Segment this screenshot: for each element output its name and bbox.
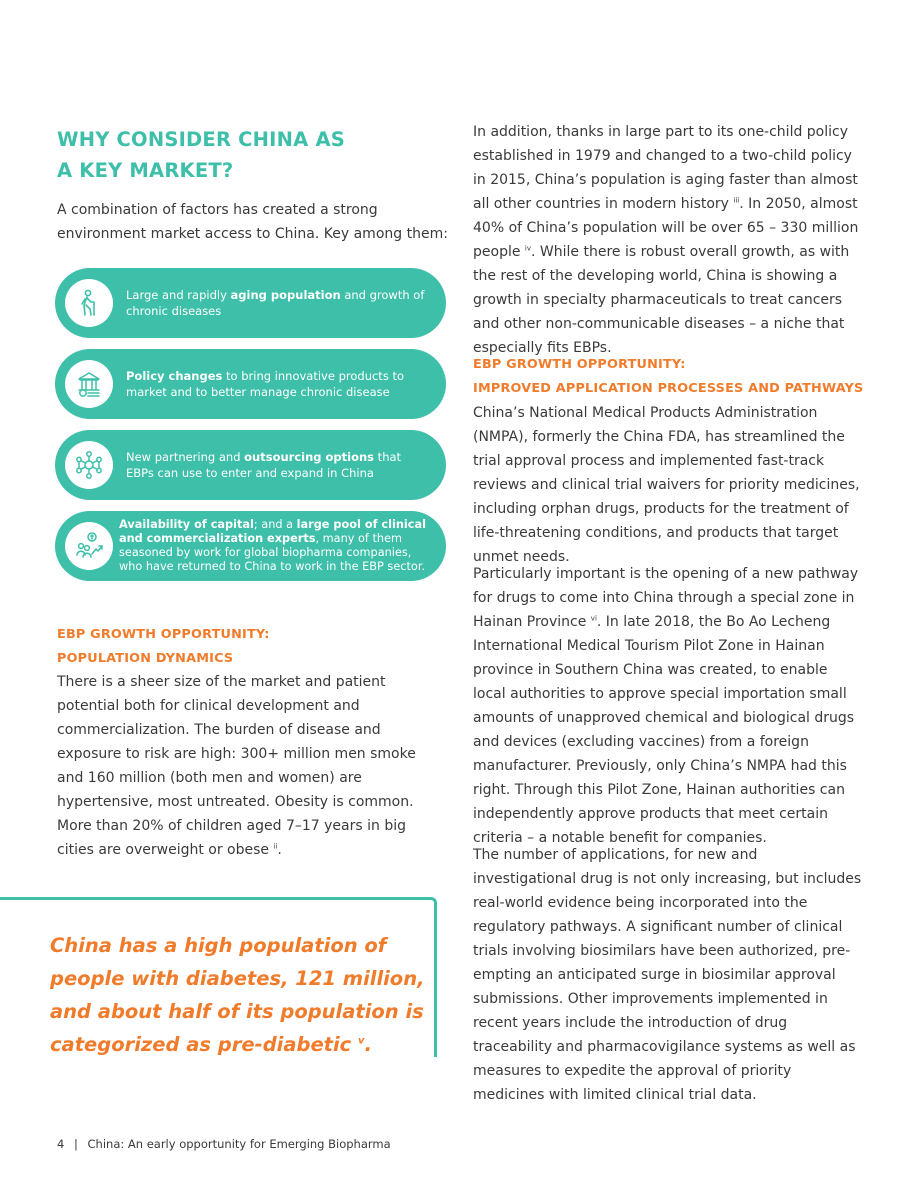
network-icon bbox=[65, 441, 113, 489]
factor-pill-policy bbox=[55, 349, 446, 419]
page-footer bbox=[57, 1137, 391, 1151]
government-building-icon bbox=[65, 360, 113, 408]
intro-text: A combination of factors has created a strong environment market access to China. Key among them: bbox=[57, 202, 448, 242]
footer-title: China: An early opportunity for Emerging Biopharma bbox=[87, 1137, 391, 1151]
page-number: 4 bbox=[57, 1137, 65, 1151]
footer-separator: | bbox=[73, 1137, 78, 1151]
factor-text-capital: Availability of capital; and a large pool of clinical and commercialization experts, many of them seasoned by work for global biopharma companies, who have returned to China to work in the EBP sector. bbox=[119, 518, 426, 573]
population-dynamics-text: There is a sheer size of the market and patient potential both for clinical development and commercialization. The burden of disease and exposure to risk are high: 300+ million men smoke and 160 million (both men and women) are hypertensive, most untreated. Obesity is common. More than 20% of children aged 7–17 years in big cities are overweight or obese $^{ii}$. bbox=[57, 674, 416, 858]
title-line-2: A KEY MARKET? bbox=[57, 159, 234, 182]
population-dynamics-heading: EBP GROWTH OPPORTUNITY: POPULATION DYNAMICS bbox=[57, 627, 270, 666]
elderly-person-icon bbox=[65, 279, 113, 327]
factor-text-policy: Policy changes to bring innovative products to market and to better manage chronic disease bbox=[126, 369, 405, 399]
nmpa-paragraph: China’s National Medical Products Administration (NMPA), formerly the China FDA, has streamlined the trial approval process and implemented fast-track reviews and clinical trial waivers for priority medicines, including orphan drugs, products for the treatment of life-threatening conditions, and products that target unmet needs. bbox=[473, 405, 860, 565]
title-line-1: WHY CONSIDER CHINA AS bbox=[57, 128, 345, 151]
factor-pill-aging bbox=[55, 268, 446, 338]
factor-pill-capital bbox=[55, 511, 446, 581]
page-title bbox=[57, 124, 447, 186]
aging-paragraph: In addition, thanks in large part to its one-child policy established in 1979 and changed to a two-child policy in 2015, China’s population is aging faster than almost all other countries in modern history $^{iii}$. In 2050, almost 40% of China’s population will be over 65 – 330 million people $^{iv}$. While there is robust overall growth, as with the rest of the developing world, China is showing a growth in specialty pharmaceuticals to treat cancers and other non-communicable diseases – a niche that especially fits EBPs. bbox=[473, 124, 859, 356]
factor-text-aging: Large and rapidly aging population and growth of chronic diseases bbox=[126, 288, 425, 318]
factor-text-partnering: New partnering and outsourcing options that EBPs can use to enter and expand in China bbox=[126, 450, 402, 480]
pull-quote: China has a high population of people with diabetes, 121 million, and about half of its population is categorized as pre-diabetic $^v$. bbox=[50, 934, 425, 1056]
applications-paragraph: The number of applications, for new and investigational drug is not only increasing, but includes real-world evidence being incorporated into the regulatory pathways. A significant number of clinical trials involving biosimilars have been authorized, pre-empting an anticipated surge in biosimilar approval submissions. Other improvements implemented in recent years include the introduction of drug traceability and pharmacovigilance systems as well as measures to expedite the approval of priority medicines with limited clinical trial data. bbox=[473, 847, 862, 1103]
people-money-icon bbox=[65, 522, 113, 570]
factor-pill-partnering bbox=[55, 430, 446, 500]
hainan-paragraph: Particularly important is the opening of a new pathway for drugs to come into China through a special zone in Hainan Province $^{vi}$. In late 2018, the Bo Ao Lecheng International Medical Tourism Pilot Zone in Hainan province in Southern China was created, to enable local authorities to approve special importation small amounts of unapproved chemical and biological drugs and devices (excluding vaccines) from a foreign manufacturer. Previously, only China’s NMPA had this right. Through this Pilot Zone, Hainan authorities can independently approve products that meet certain criteria – a notable benefit for companies. bbox=[473, 566, 859, 846]
application-processes-heading: EBP GROWTH OPPORTUNITY: IMPROVED APPLICATION PROCESSES AND PATHWAYS bbox=[473, 357, 864, 396]
